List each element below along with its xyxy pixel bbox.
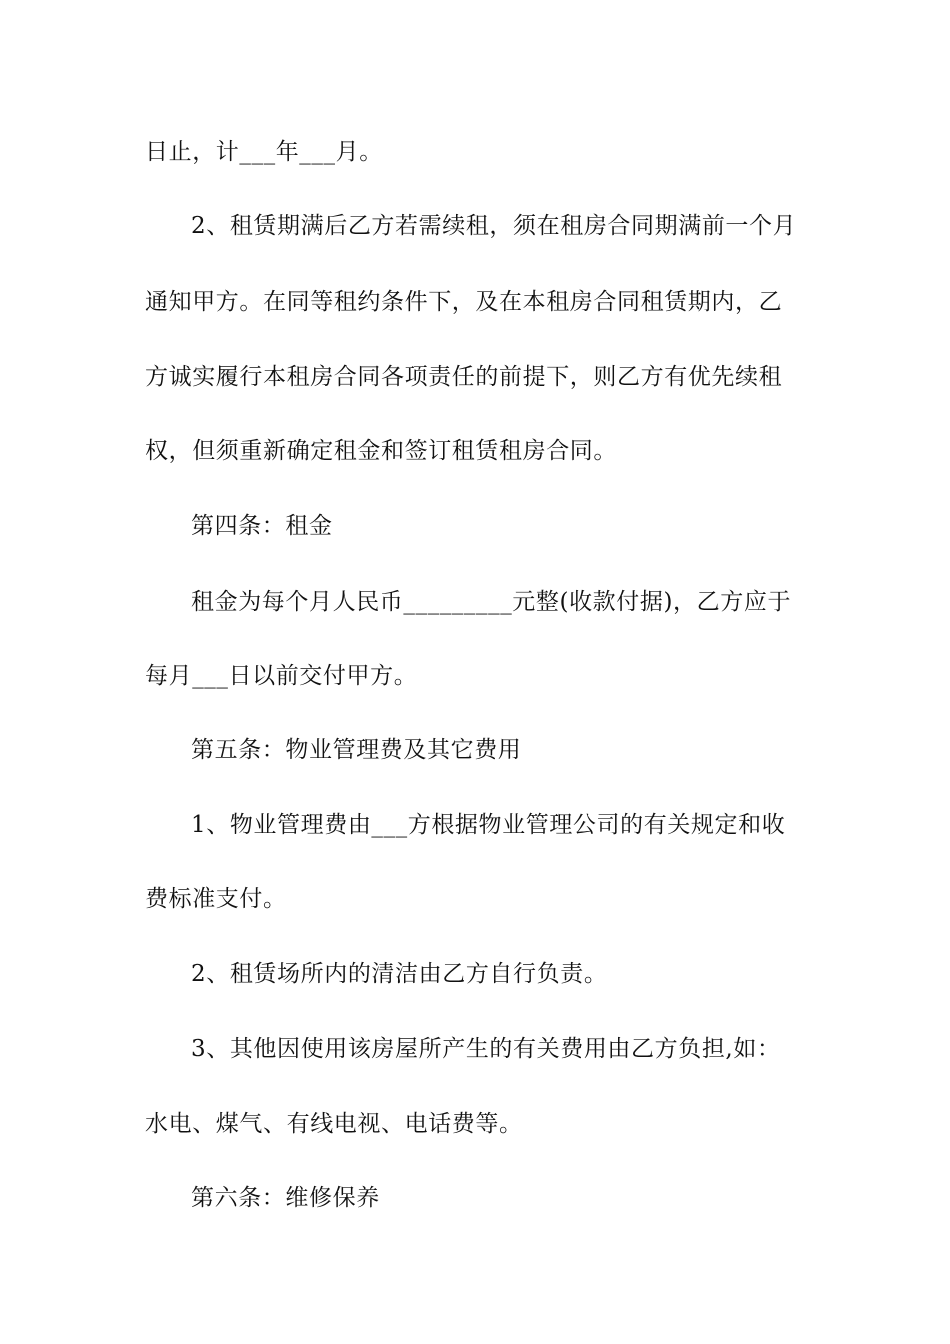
text-line: 权，但须重新确定租金和签订租赁租房合同。 [145,438,617,464]
text-line: 费标准支付。 [145,886,287,912]
text-line: 通知甲方。在同等租约条件下，及在本租房合同租赁期内，乙 [145,289,783,315]
text-line: 方诚实履行本租房合同各项责任的前提下，则乙方有优先续租 [145,364,783,390]
text-line: 日止，计___年___月。 [145,139,383,165]
section-heading-rent: 第四条：租金 [191,513,333,539]
paragraph-cleaning: 2、租赁场所内的清洁由乙方自行负责。 [191,961,608,987]
paragraph-renewal: 2、租赁期满后乙方若需续租，须在租房合同期满前一个月 [191,213,797,239]
paragraph-other-fees: 3、其他因使用该房屋所产生的有关费用由乙方负担,如： [191,1036,781,1062]
section-heading-fees: 第五条：物业管理费及其它费用 [191,737,522,763]
paragraph-rent: 租金为每个月人民币_________元整(收款付据)，乙方应于 [191,589,792,615]
text-line: 水电、煤气、有线电视、电话费等。 [145,1111,523,1137]
paragraph-property-fee: 1、物业管理费由___方根据物业管理公司的有关规定和收 [191,812,786,838]
text-line: 每月___日以前交付甲方。 [145,663,418,689]
section-heading-maintenance: 第六条：维修保养 [191,1185,380,1211]
